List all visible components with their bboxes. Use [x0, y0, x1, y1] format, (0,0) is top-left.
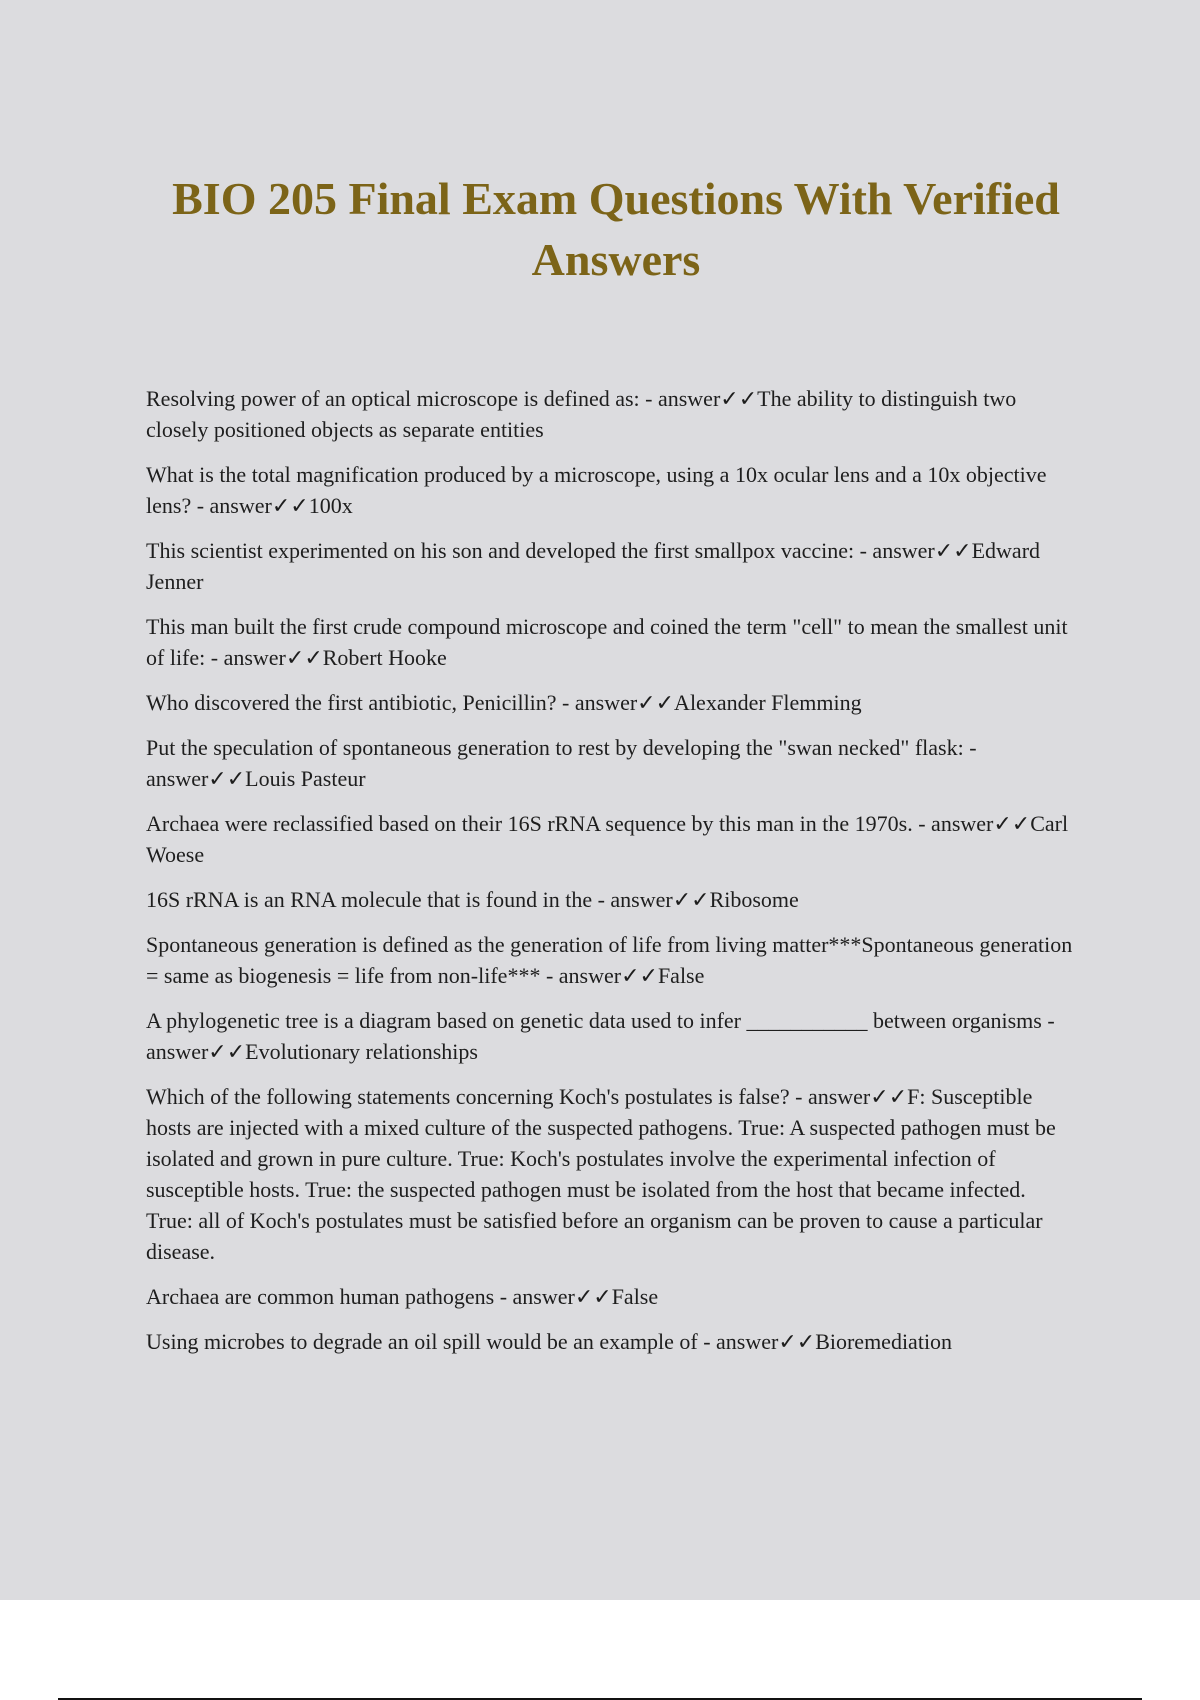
next-page-area — [0, 1600, 1200, 1700]
qa-item: Which of the following statements concerning Koch's postulates is false? - answer✓✓F: Susceptible hosts are injected with a mixed culture of the suspected pathogens. True: A suspected pathogen must be isolated and grown in pure culture. True: Koch's postulates involve the experimental infection of susceptible hosts. True: the suspected pathogen must be isolated from the host that became infected. True: all of Koch's postulates must be satisfied before an organism can be proven to cause a particular disease. — [146, 1084, 1056, 1264]
document-title: BIO 205 Final Exam Questions With Verified Answers — [172, 173, 1060, 285]
qa-item: Archaea were reclassified based on their 16S rRNA sequence by this man in the 1970s. - answer✓✓Carl Woese — [146, 811, 1069, 867]
qa-item: Archaea are common human pathogens - answer✓✓False — [146, 1284, 659, 1309]
qa-item: Who discovered the first antibiotic, Penicillin? - answer✓✓Alexander Flemming — [146, 690, 862, 715]
qa-item: This man built the first crude compound microscope and coined the term "cell" to mean the smallest unit of life: - answer✓✓Robert Hooke — [146, 614, 1068, 670]
qa-item: Resolving power of an optical microscope is defined as: - answer✓✓The ability to distinguish two closely positioned objects as separate entities — [146, 386, 1017, 442]
qa-item: Put the speculation of spontaneous generation to rest by developing the "swan necked" flask: - answer✓✓Louis Pasteur — [146, 735, 977, 791]
qa-item: A phylogenetic tree is a diagram based on genetic data used to infer ___________ between organisms - answer✓✓Evolutionary relationships — [146, 1008, 1055, 1064]
qa-item: 16S rRNA is an RNA molecule that is found in the - answer✓✓Ribosome — [146, 887, 799, 912]
qa-item: This scientist experimented on his son and developed the first smallpox vaccine: - answer✓✓Edward Jenner — [146, 538, 1041, 594]
qa-list — [146, 383, 1076, 1371]
qa-item: Spontaneous generation is defined as the generation of life from living matter***Spontaneous generation = same as biogenesis = life from non-life*** - answer✓✓False — [146, 932, 1073, 988]
qa-item: What is the total magnification produced by a microscope, using a 10x ocular lens and a 10x objective lens? - answer✓✓100x — [146, 462, 1047, 518]
qa-item: Using microbes to degrade an oil spill would be an example of - answer✓✓Bioremediation — [146, 1329, 953, 1354]
